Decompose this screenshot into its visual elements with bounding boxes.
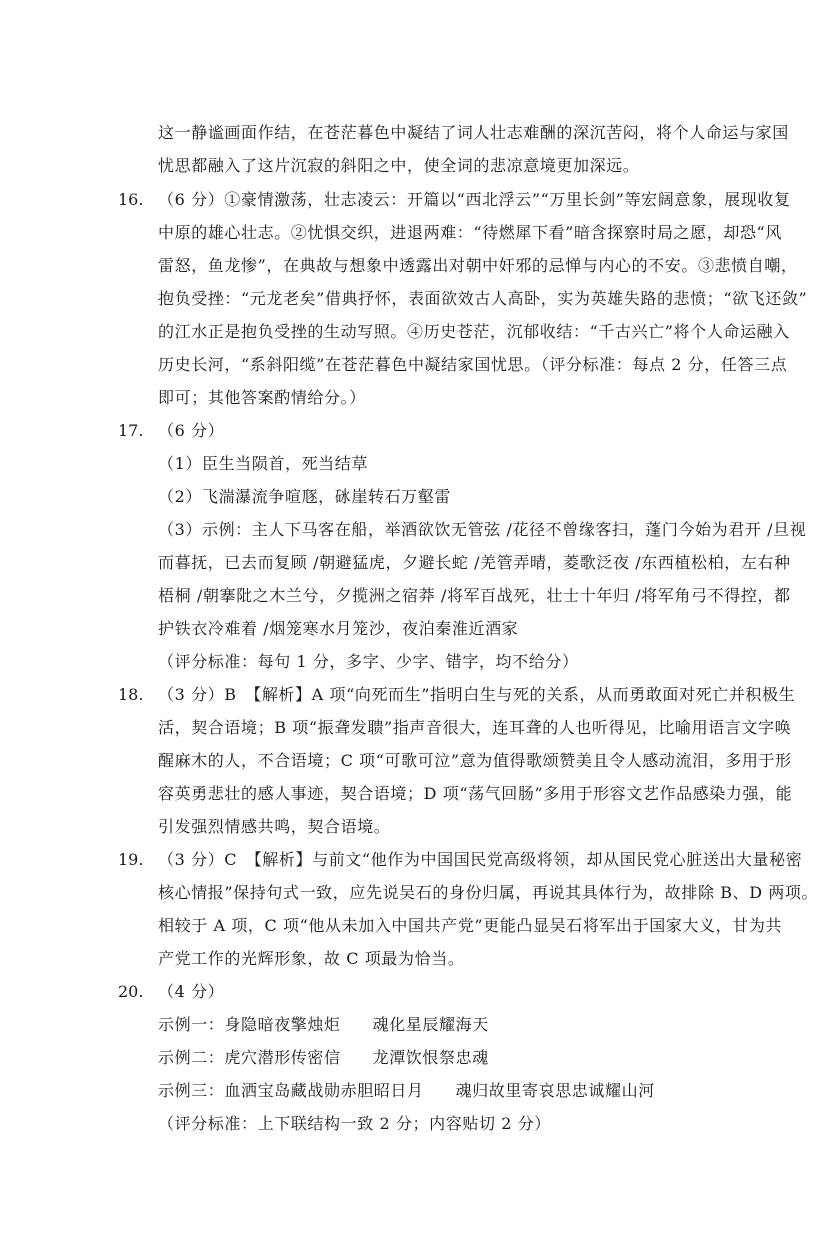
couplet-lower: 魂化星辰耀海天 xyxy=(372,1015,489,1034)
q18-line: 容英勇悲壮的感人事迹，契合语境；D 项“荡气回肠”多用于形容文艺作品感染力强，能 xyxy=(158,784,793,803)
q19-line: 相较于 A 项，C 项“他从未加入中国共产党”更能凸显吴石将军出于国家大义，甘为共 xyxy=(158,916,783,935)
question-number-17: 17. xyxy=(118,421,144,440)
q18-line: 醒麻木的人，不合语境；C 项“可歌可泣”意为值得歌颂赞美且令人感动流泪，多用于形 xyxy=(158,751,792,770)
q20-score: （4 分） xyxy=(158,982,225,1001)
q17-line: （2）飞湍瀑流争喧豗，砯崖转石万壑雷 xyxy=(158,487,451,506)
question-number-18: 18. xyxy=(118,685,144,704)
q16-line: 中原的雄心壮志。②忧惧交织，进退两难：“待燃犀下看”暗含探察时局之愿，却恐“风 xyxy=(158,223,782,242)
q16-line: 的江水正是抱负受挫的生动写照。④历史苍茫，沉郁收结：“千古兴亡”将个人命运融入 xyxy=(158,322,790,341)
q16-line: 历史长河，“系斜阳缆”在苍茫暮色中凝结家国忧思。（评分标准：每点 2 分，任答三点 xyxy=(158,355,788,374)
q18-line: （3 分）B 【解析】A 项“向死而生”指明白生与死的关系，从而勇敢面对死亡并积极生 xyxy=(158,685,796,704)
couplet-lower: 魂归故里寄哀思忠诚耀山河 xyxy=(455,1081,655,1100)
couplet-upper: 血洒宝岛藏战勋赤胆昭日月 xyxy=(224,1081,424,1100)
q20-example-1 xyxy=(158,1014,489,1036)
q16-line: 即可；其他答案酌情给分。） xyxy=(158,388,366,407)
q17-line: （3）示例：主人下马客在船，举酒欲饮无管弦 /花径不曾缘客扫，蓬门今始为君开 /旦视 xyxy=(158,520,807,539)
example-label: 示例三： xyxy=(158,1081,225,1100)
intro-line: 这一静谧画面作结，在苍茫暮色中凝结了词人壮志难酬的深沉苦闷，将个人命运与家国 xyxy=(158,123,789,142)
q20-scoring-note: （评分标准：上下联结构一致 2 分；内容贴切 2 分） xyxy=(158,1114,551,1133)
intro-line: 忧思都融入了这片沉寂的斜阳之中，使全词的悲凉意境更加深远。 xyxy=(158,156,640,175)
example-label: 示例一： xyxy=(158,1015,225,1034)
q19-line: 核心情报”保持句式一致，应先说吴石的身份归属，再说其具体行为，故排除 B、D 两项。 xyxy=(158,883,819,902)
q16-line: 雷怒，鱼龙惨”，在典故与想象中透露出对朝中奸邪的忌惮与内心的不安。③悲愤自嘲， xyxy=(158,256,798,275)
q20-example-3 xyxy=(158,1080,655,1102)
q17-line: 梧桐 /朝搴阰之木兰兮，夕揽洲之宿莽 /将军百战死，壮士十年归 /将军角弓不得控，都 xyxy=(158,586,791,605)
q17-score: （6 分） xyxy=(158,421,225,440)
q17-line: 而暮抚，已去而复顾 /朝避猛虎，夕避长蛇 /羌管弄晴，菱歌泛夜 /东西植松柏，左右种 xyxy=(158,553,791,572)
q17-line: 护铁衣冷难着 /烟笼寒水月笼沙，夜泊秦淮近酒家 xyxy=(158,619,519,638)
couplet-upper: 身隐暗夜擎烛炬 xyxy=(224,1015,341,1034)
q19-line: （3 分）C 【解析】与前文“他作为中国国民党高级将领，却从国民党心脏送出大量秘密 xyxy=(158,850,803,869)
q19-line: 产党工作的光辉形象，故 C 项最为恰当。 xyxy=(158,949,465,968)
q18-line: 引发强烈情感共鸣，契合语境。 xyxy=(158,817,391,836)
q16-line: 抱负受挫：“元龙老矣”借典抒怀，表面欲效古人高卧，实为英雄失路的悲愤；“欲飞还敛” xyxy=(158,289,808,308)
q20-example-2 xyxy=(158,1047,489,1069)
example-label: 示例二： xyxy=(158,1048,225,1067)
couplet-lower: 龙潭饮恨祭忠魂 xyxy=(372,1048,489,1067)
q16-line: （6 分）①豪情激荡，壮志凌云：开篇以“西北浮云”“万里长剑”等宏阔意象，展现收复 xyxy=(158,190,791,209)
question-number-19: 19. xyxy=(118,850,144,869)
question-number-20: 20. xyxy=(118,982,144,1001)
couplet-upper: 虎穴潜形传密信 xyxy=(224,1048,341,1067)
q17-scoring-note: （评分标准：每句 1 分，多字、少字、错字，均不给分） xyxy=(158,652,579,671)
question-number-16: 16. xyxy=(118,190,144,209)
q17-line: （1）臣生当陨首，死当结草 xyxy=(158,454,368,473)
q18-line: 活，契合语境；B 项“振聋发聩”指声音很大，连耳聋的人也听得见，比喻用语言文字唤 xyxy=(158,718,792,737)
